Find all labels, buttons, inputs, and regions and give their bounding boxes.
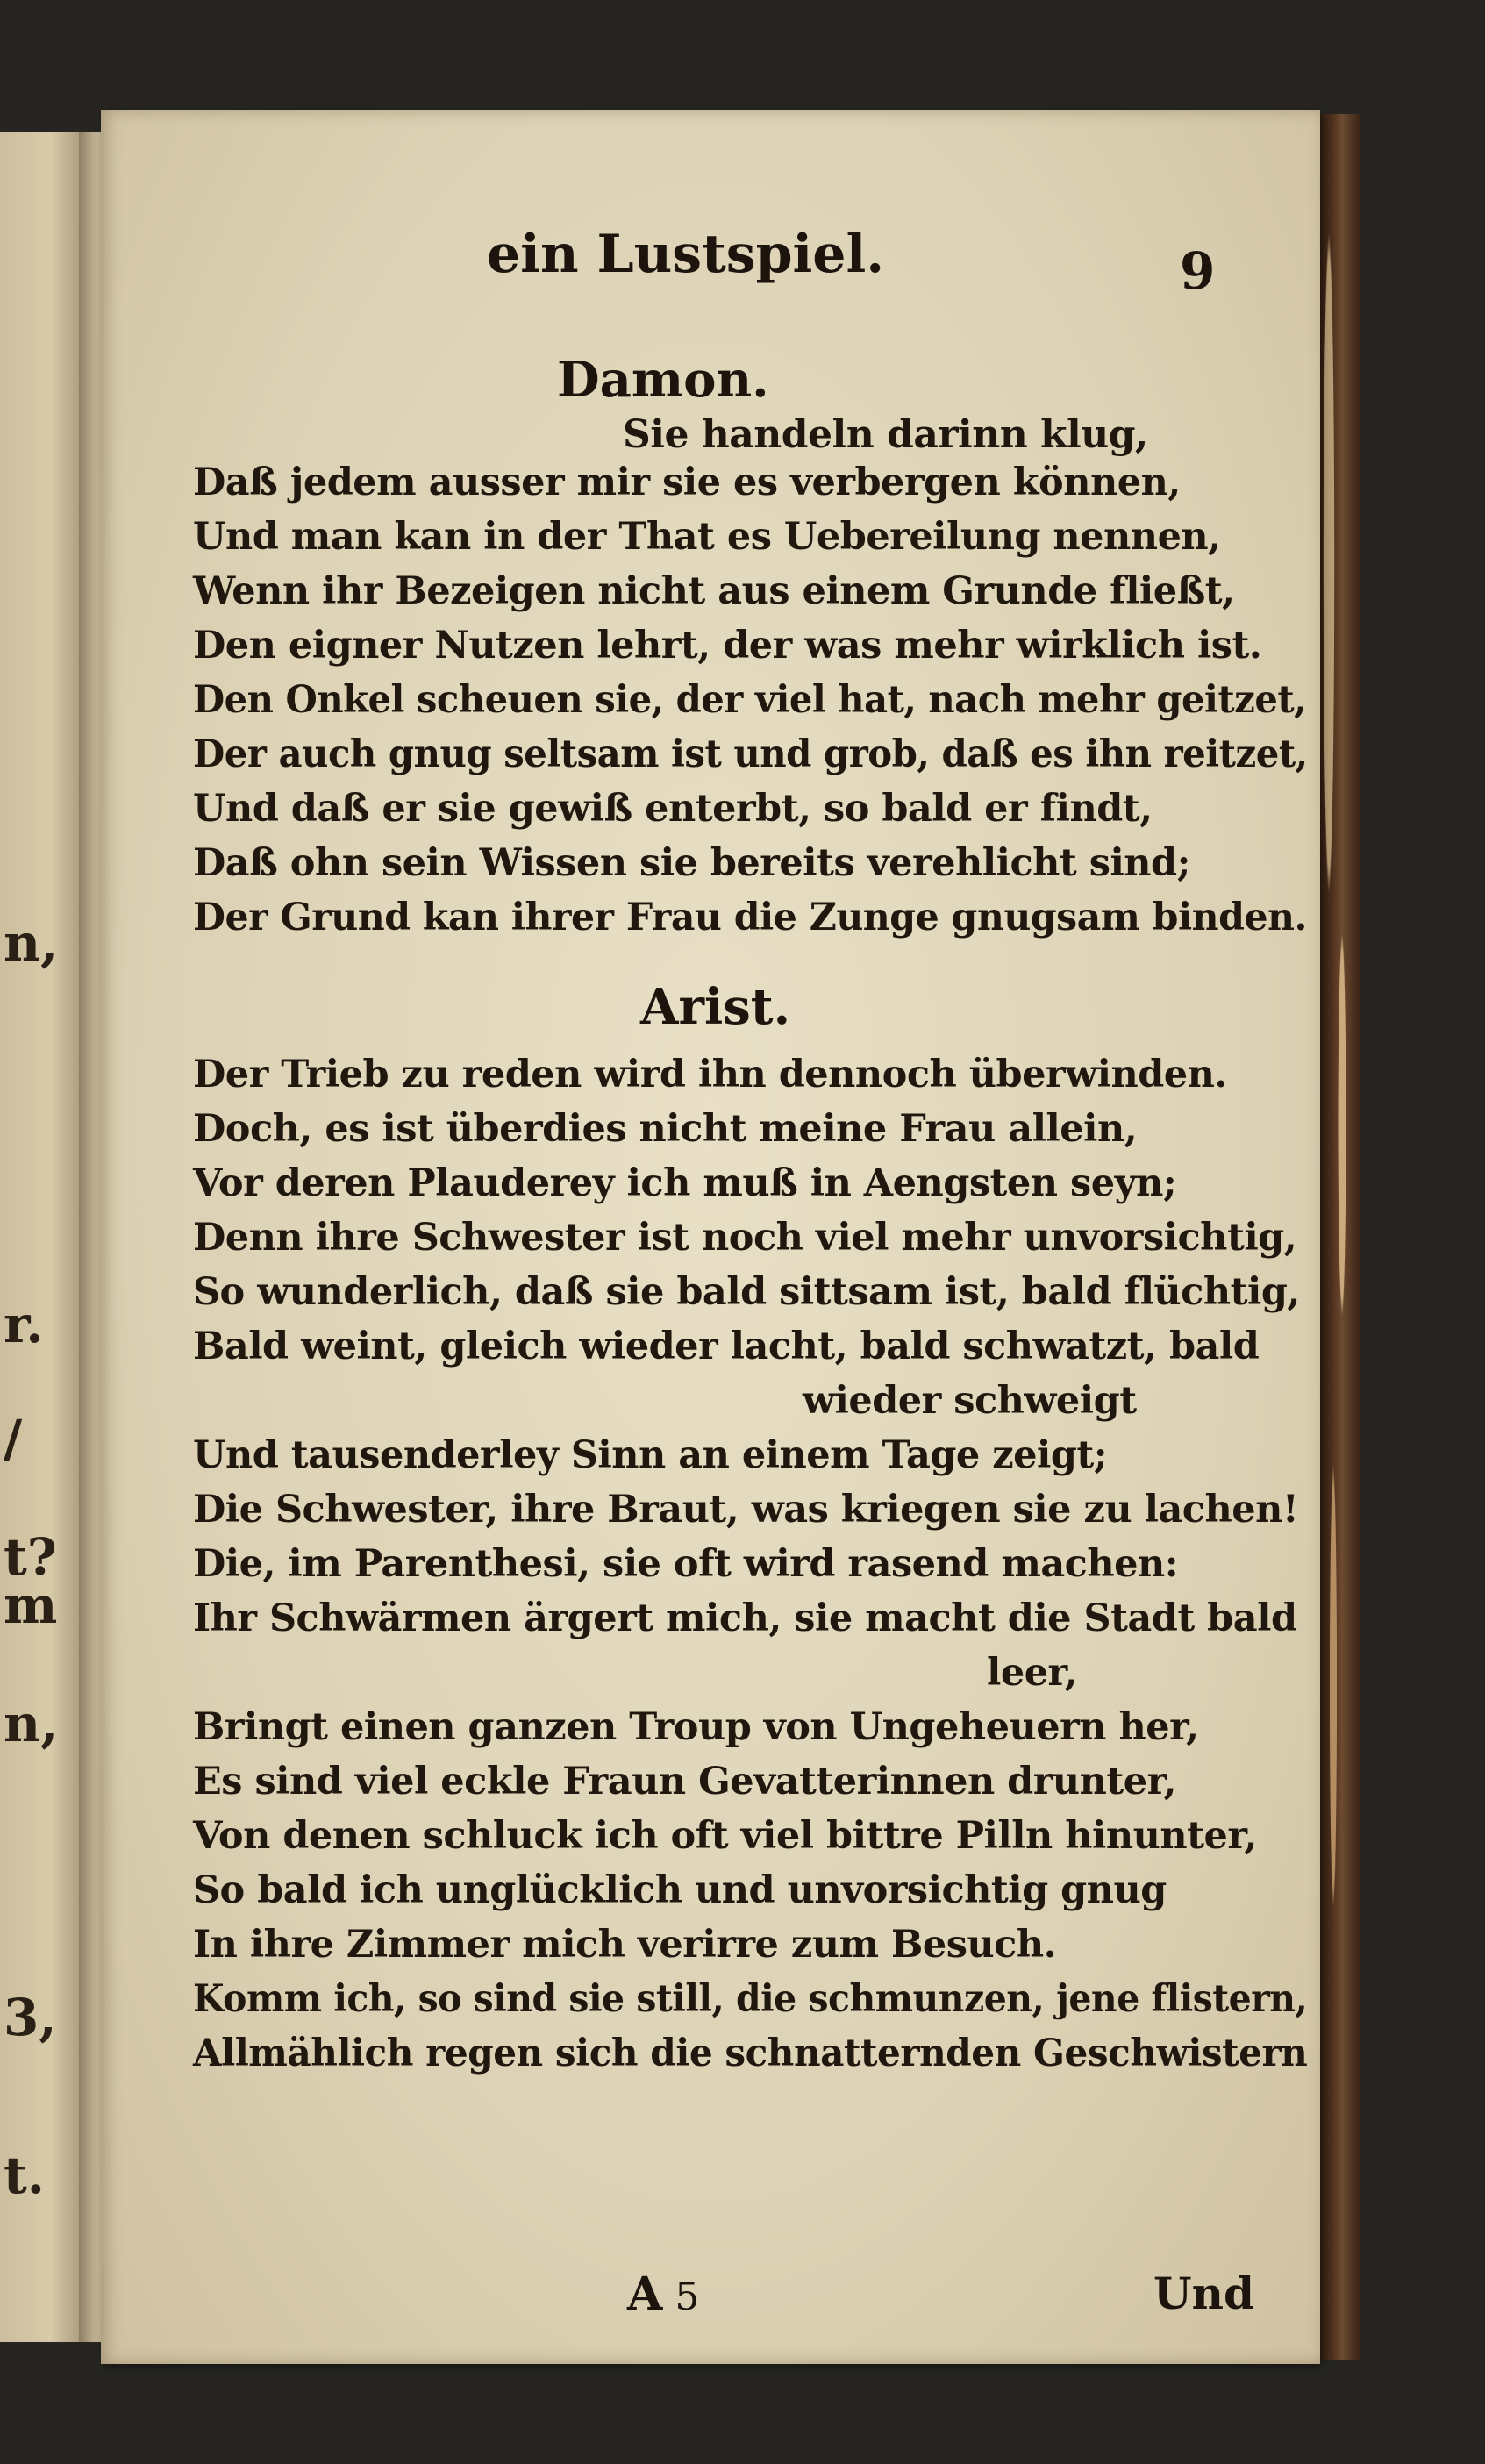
- verse-line: Die Schwester, ihre Braut, was kriegen sie zu lachen!: [193, 1488, 1299, 1532]
- verse-line: Komm ich, so sind sie still, die schmunzen, jene flistern,: [193, 1977, 1308, 2021]
- verse-line: Daß ohn sein Wissen sie bereits verehlicht sind;: [193, 841, 1190, 885]
- verse-line: Die, im Parenthesi, sie oft wird rasend machen:: [193, 1542, 1179, 1586]
- verse-line: Der Grund kan ihrer Frau die Zunge gnugsam binden.: [193, 896, 1307, 939]
- verse-line: Den eigner Nutzen lehrt, der was mehr wirklich ist.: [193, 624, 1262, 668]
- verse-line-continuation: wieder schweigt: [803, 1379, 1137, 1423]
- verse-line: So bald ich unglücklich und unvorsichtig gnug: [193, 1868, 1167, 1912]
- previous-page-fragment: n,: [4, 1694, 59, 1753]
- previous-page-fragment: t.: [4, 2146, 45, 2205]
- signature-number: 5: [675, 2275, 700, 2319]
- verse-line: Und tausenderley Sinn an einem Tage zeigt;: [193, 1433, 1108, 1477]
- verse-line: Denn ihre Schwester ist noch viel mehr unvorsichtig,: [193, 1216, 1297, 1260]
- verse-line: Doch, es ist überdies nicht meine Frau allein,: [193, 1107, 1138, 1151]
- catchword: Und: [1153, 2268, 1254, 2319]
- verse-line: Den Onkel scheuen sie, der viel hat, nach mehr geitzet,: [193, 678, 1307, 722]
- speaker-name: Damon.: [557, 351, 769, 409]
- previous-page-fragment: /: [4, 1409, 23, 1468]
- signature-letter: A: [627, 2268, 663, 2321]
- verse-line: So wunderlich, daß sie bald sittsam ist, bald flüchtig,: [193, 1270, 1300, 1314]
- verse-line: Von denen schluck ich oft viel bittre Pilln hinunter,: [193, 1814, 1257, 1858]
- verse-line: Der Trieb zu reden wird ihn dennoch überwinden.: [193, 1053, 1227, 1096]
- previous-page-fragment: r.: [4, 1295, 44, 1354]
- book-edge: [1316, 114, 1360, 2360]
- verse-line: Daß jedem ausser mir sie es verbergen können,: [193, 461, 1181, 504]
- previous-page-fragment: t?: [4, 1527, 57, 1587]
- verse-line: Bringt einen ganzen Troup von Ungeheuern her,: [193, 1705, 1199, 1749]
- verse-line: Sie handeln darinn klug,: [623, 412, 1148, 457]
- previous-page-fragment: n,: [4, 913, 59, 973]
- book-page: [101, 110, 1320, 2364]
- signature-mark: [627, 2268, 699, 2321]
- verse-line: Bald weint, gleich wieder lacht, bald schwatzt, bald: [193, 1325, 1260, 1368]
- verse-line: Wenn ihr Bezeigen nicht aus einem Grunde fließt,: [193, 569, 1235, 613]
- verse-line: Und man kan in der That es Uebereilung nennen,: [193, 515, 1221, 559]
- verse-line: Es sind viel eckle Fraun Gevatterinnen drunter,: [193, 1760, 1177, 1803]
- verse-line: Vor deren Plauderey ich muß in Aengsten seyn;: [193, 1161, 1177, 1205]
- verse-line: In ihre Zimmer mich verirre zum Besuch.: [193, 1923, 1057, 1967]
- verse-line: Der auch gnug seltsam ist und grob, daß es ihn reitzet,: [193, 732, 1308, 776]
- previous-page-fragment: 3,: [4, 1988, 57, 2047]
- page-number: 9: [1180, 241, 1216, 301]
- speaker-name: Arist.: [640, 978, 791, 1036]
- verse-line-continuation: leer,: [987, 1651, 1078, 1695]
- verse-line: Ihr Schwärmen ärgert mich, sie macht die Stadt bald: [193, 1596, 1297, 1640]
- verse-line: Allmählich regen sich die schnatternden Geschwistern: [193, 2032, 1308, 2075]
- running-head: ein Lustspiel.: [487, 224, 885, 285]
- previous-page: [0, 132, 83, 2342]
- previous-page-fragment: m: [4, 1575, 58, 1635]
- verse-line: Und daß er sie gewiß enterbt, so bald er findt,: [193, 787, 1153, 831]
